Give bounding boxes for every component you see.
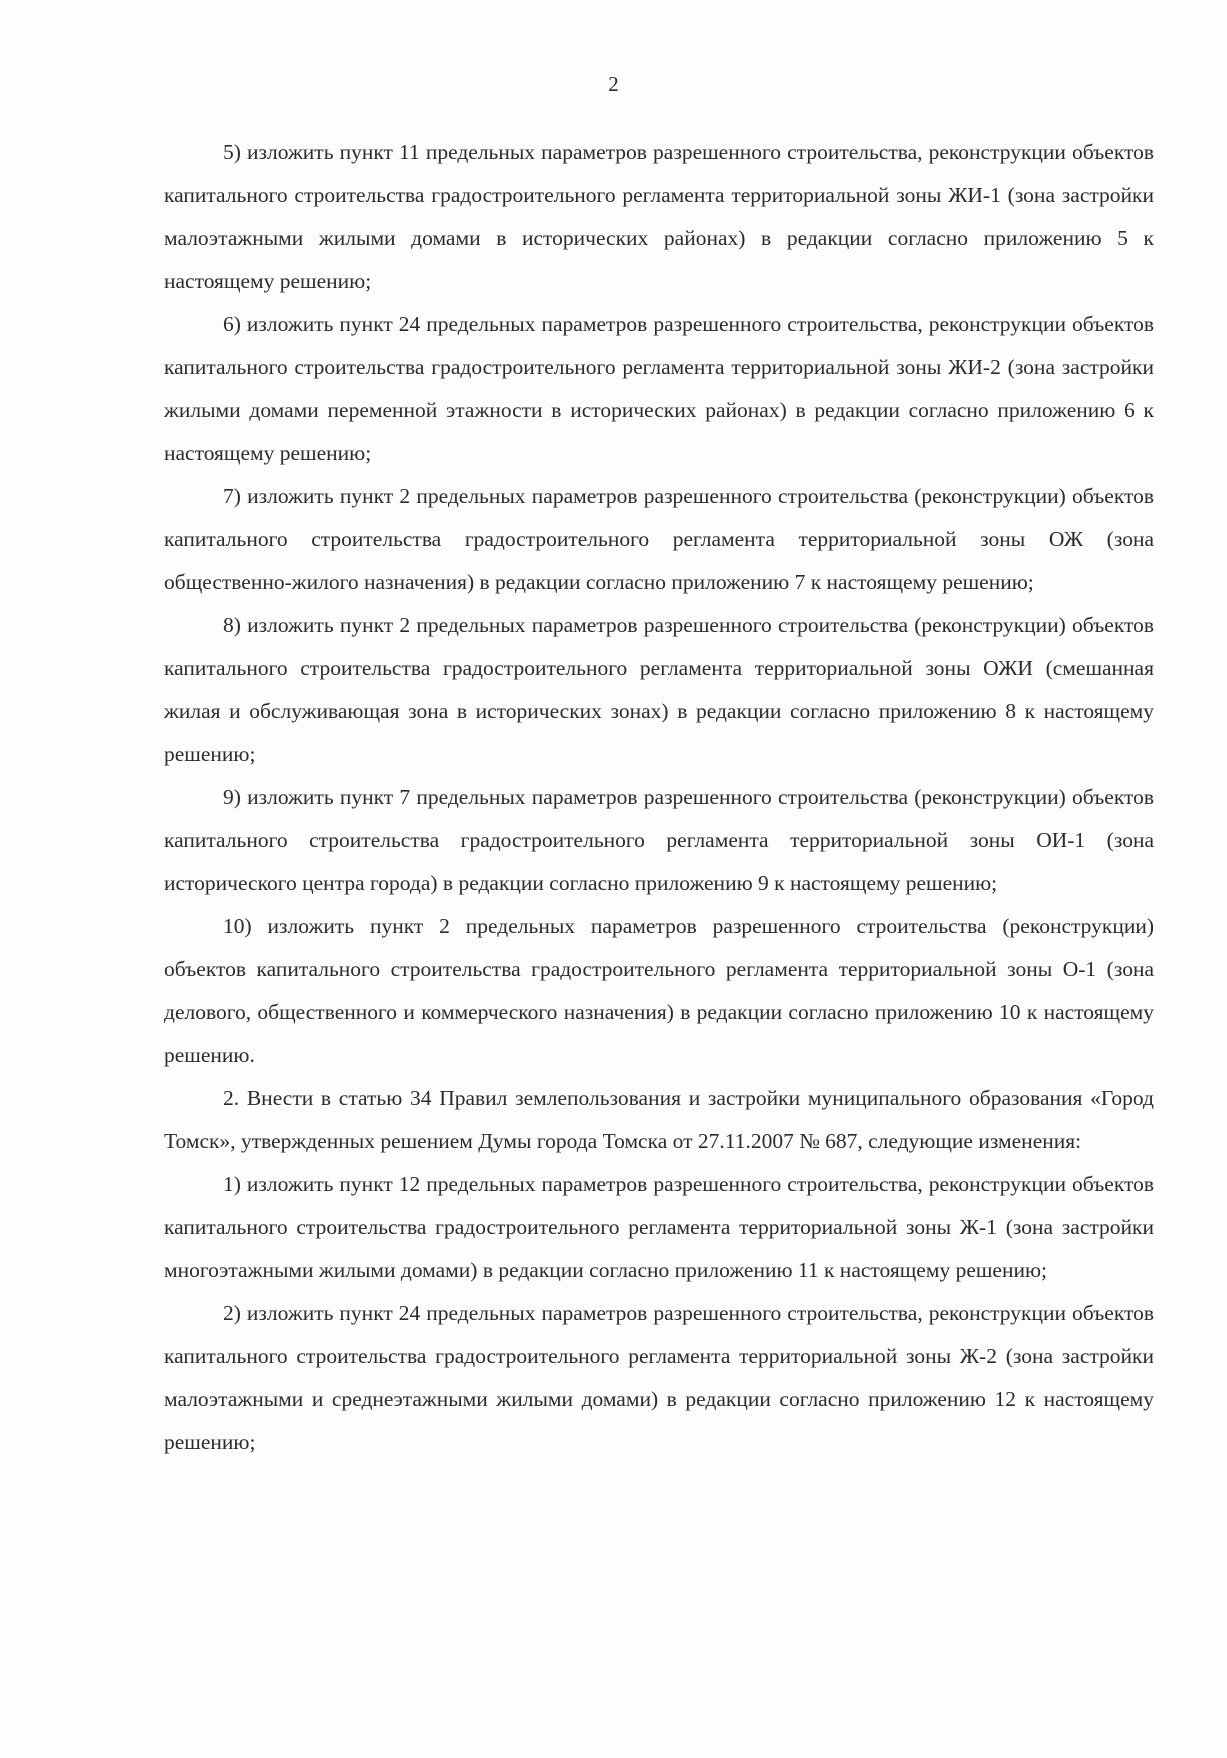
page-number: 2 — [608, 72, 619, 96]
paragraph-section-2: 2. Внести в статью 34 Правил землепользования и застройки муниципального образования «Город Томск», утвержденных решением Думы города Томска от 27.11.2007 № 687, следующие изменения: — [164, 1086, 1154, 1153]
paragraph-subitem-2: 2) изложить пункт 24 предельных параметров разрешенного строительства, реконструкции объектов капитального строительства градостроительного регламента территориальной зоны Ж-2 (зона застройки малоэтажными и среднеэтажными жилыми домами) в редакции согласно приложению 12 к настоящему решению; — [164, 1301, 1154, 1454]
document-body — [164, 131, 1154, 1464]
paragraph-item-5: 5) изложить пункт 11 предельных параметров разрешенного строительства, реконструкции объектов капитального строительства градостроительного регламента территориальной зоны ЖИ-1 (зона застройки малоэтажными жилыми домами в исторических районах) в редакции согласно приложению 5 к настоящему решению; — [164, 140, 1154, 293]
paragraph-subitem-1: 1) изложить пункт 12 предельных параметров разрешенного строительства, реконструкции объектов капитального строительства градостроительного регламента территориальной зоны Ж-1 (зона застройки многоэтажными жилыми домами) в редакции согласно приложению 11 к настоящему решению; — [164, 1172, 1154, 1282]
paragraph-item-6: 6) изложить пункт 24 предельных параметров разрешенного строительства, реконструкции объектов капитального строительства градостроительного регламента территориальной зоны ЖИ-2 (зона застройки жилыми домами переменной этажности в исторических районах) в редакции согласно приложению 6 к настоящему решению; — [164, 312, 1154, 465]
paragraph-item-9: 9) изложить пункт 7 предельных параметров разрешенного строительства (реконструкции) объектов капитального строительства градостроительного регламента территориальной зоны ОИ-1 (зона исторического центра города) в редакции согласно приложению 9 к настоящему решению; — [164, 785, 1154, 895]
paragraph-item-7: 7) изложить пункт 2 предельных параметров разрешенного строительства (реконструкции) объектов капитального строительства градостроительного регламента территориальной зоны ОЖ (зона общественно-жилого назначения) в редакции согласно приложению 7 к настоящему решению; — [164, 484, 1154, 594]
paragraph-item-10: 10) изложить пункт 2 предельных параметров разрешенного строительства (реконструкции) объектов капитального строительства градостроительного регламента территориальной зоны О-1 (зона делового, общественного и коммерческого назначения) в редакции согласно приложению 10 к настоящему решению. — [164, 914, 1154, 1067]
paragraph-item-8: 8) изложить пункт 2 предельных параметров разрешенного строительства (реконструкции) объектов капитального строительства градостроительного регламента территориальной зоны ОЖИ (смешанная жилая и обслуживающая зона в исторических зонах) в редакции согласно приложению 8 к настоящему решению; — [164, 613, 1154, 766]
